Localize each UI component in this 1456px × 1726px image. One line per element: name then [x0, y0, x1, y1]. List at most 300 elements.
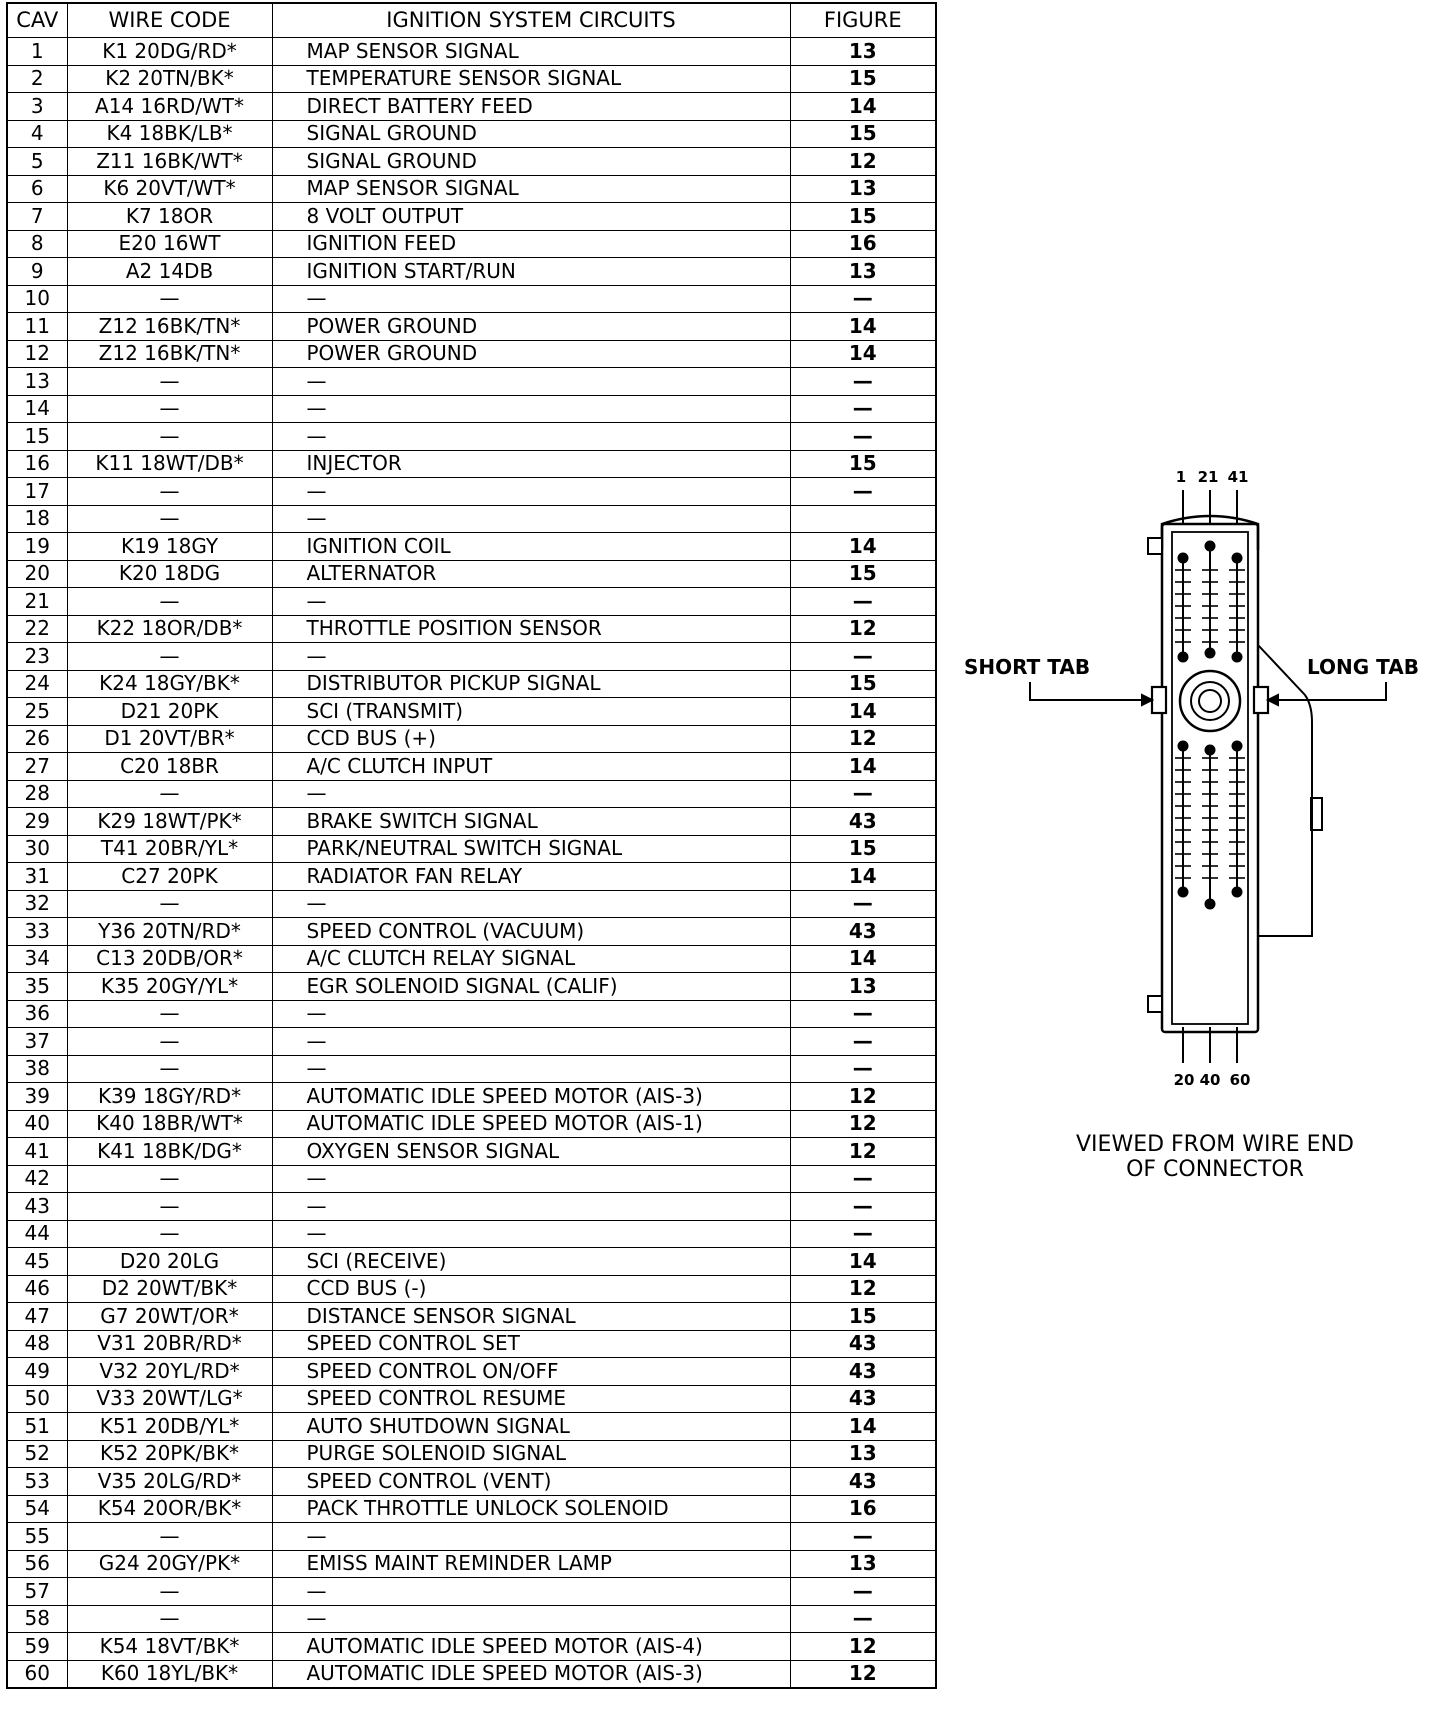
cavity-cell: 6 [7, 175, 67, 203]
table-row [7, 808, 936, 836]
table-row [7, 1083, 936, 1111]
circuit-cell: — [272, 478, 790, 506]
table-row [7, 93, 936, 121]
cavity-cell: 43 [7, 1193, 67, 1221]
cavity-cell: 55 [7, 1523, 67, 1551]
connector-diagram [950, 460, 1450, 1100]
wire-code-cell: K35 20GY/YL* [67, 973, 272, 1001]
table-row [7, 395, 936, 423]
table-row [7, 1385, 936, 1413]
wire-code-cell: K22 18OR/DB* [67, 615, 272, 643]
wire-code-cell: D20 20LG [67, 1248, 272, 1276]
circuit-cell: — [272, 1220, 790, 1248]
cavity-cell: 18 [7, 505, 67, 533]
circuit-cell: — [272, 1193, 790, 1221]
wire-code-cell: K39 18GY/RD* [67, 1083, 272, 1111]
circuit-cell: IGNITION COIL [272, 533, 790, 561]
circuit-cell: SPEED CONTROL SET [272, 1330, 790, 1358]
figure-cell: — [790, 643, 936, 671]
figure-cell: — [790, 588, 936, 616]
pinout-rows [7, 38, 936, 1689]
figure-cell: 14 [790, 945, 936, 973]
cavity-cell: 57 [7, 1578, 67, 1606]
callout-arrows [1030, 682, 1386, 705]
wire-code-cell: G7 20WT/OR* [67, 1303, 272, 1331]
circuit-cell: — [272, 1028, 790, 1056]
table-row [7, 1165, 936, 1193]
figure-cell: 12 [790, 1083, 936, 1111]
circuit-cell: — [272, 1523, 790, 1551]
cavity-cell: 22 [7, 615, 67, 643]
table-row [7, 560, 936, 588]
cavity-cell: 8 [7, 230, 67, 258]
figure-cell: — [790, 1000, 936, 1028]
circuit-cell: POWER GROUND [272, 313, 790, 341]
cavity-cell: 27 [7, 753, 67, 781]
circuit-cell: SPEED CONTROL (VACUUM) [272, 918, 790, 946]
figure-cell: — [790, 780, 936, 808]
circuit-cell: EMISS MAINT REMINDER LAMP [272, 1550, 790, 1578]
figure-cell: 43 [790, 808, 936, 836]
wire-code-cell: K2 20TN/BK* [67, 65, 272, 93]
wire-code-cell: — [67, 395, 272, 423]
table-row [7, 890, 936, 918]
circuit-cell: DISTRIBUTOR PICKUP SIGNAL [272, 670, 790, 698]
table-row [7, 1248, 936, 1276]
wire-code-cell: — [67, 505, 272, 533]
wire-code-cell: D2 20WT/BK* [67, 1275, 272, 1303]
cavity-cell: 16 [7, 450, 67, 478]
circuit-cell: AUTOMATIC IDLE SPEED MOTOR (AIS-3) [272, 1083, 790, 1111]
circuit-cell: SPEED CONTROL (VENT) [272, 1468, 790, 1496]
cavity-cell: 52 [7, 1440, 67, 1468]
table-row [7, 1275, 936, 1303]
wire-code-cell: — [67, 780, 272, 808]
wire-code-cell: K7 18OR [67, 203, 272, 231]
cavity-cell: 33 [7, 918, 67, 946]
cavity-cell: 24 [7, 670, 67, 698]
cavity-cell: 19 [7, 533, 67, 561]
wire-code-cell: — [67, 1055, 272, 1083]
circuit-cell: — [272, 285, 790, 313]
wire-code-cell: E20 16WT [67, 230, 272, 258]
wire-code-cell: K40 18BR/WT* [67, 1110, 272, 1138]
figure-cell: — [790, 1055, 936, 1083]
circuit-cell: SIGNAL GROUND [272, 148, 790, 176]
wire-code-cell: A2 14DB [67, 258, 272, 286]
figure-cell: 43 [790, 1358, 936, 1386]
circuit-cell: MAP SENSOR SIGNAL [272, 38, 790, 66]
wire-code-cell: K11 18WT/DB* [67, 450, 272, 478]
cavity-cell: 12 [7, 340, 67, 368]
cavity-cell: 49 [7, 1358, 67, 1386]
cavity-cell: 9 [7, 258, 67, 286]
figure-cell: 14 [790, 533, 936, 561]
wire-code-cell: V35 20LG/RD* [67, 1468, 272, 1496]
wire-code-cell: C27 20PK [67, 863, 272, 891]
circuit-cell: IGNITION START/RUN [272, 258, 790, 286]
table-row [7, 505, 936, 533]
cav-header: CAV [7, 3, 67, 38]
cavity-cell: 36 [7, 1000, 67, 1028]
circuit-cell: A/C CLUTCH INPUT [272, 753, 790, 781]
wire-code-cell: — [67, 423, 272, 451]
figure-cell: — [790, 368, 936, 396]
wire-code-cell: Z11 16BK/WT* [67, 148, 272, 176]
figure-cell: — [790, 1193, 936, 1221]
figure-cell: 14 [790, 698, 936, 726]
wire-code-cell: — [67, 285, 272, 313]
circuit-cell: SCI (TRANSMIT) [272, 698, 790, 726]
wire-code-cell: V32 20YL/RD* [67, 1358, 272, 1386]
cavity-cell: 41 [7, 1138, 67, 1166]
circuit-cell: A/C CLUTCH RELAY SIGNAL [272, 945, 790, 973]
wire-code-cell: Z12 16BK/TN* [67, 340, 272, 368]
cavity-cell: 51 [7, 1413, 67, 1441]
circuit-cell: PACK THROTTLE UNLOCK SOLENOID [272, 1495, 790, 1523]
wire-code-cell: V33 20WT/LG* [67, 1385, 272, 1413]
table-row [7, 1660, 936, 1688]
table-row [7, 863, 936, 891]
wire-code-cell: A14 16RD/WT* [67, 93, 272, 121]
table-row [7, 175, 936, 203]
wire-code-cell: K20 18DG [67, 560, 272, 588]
figure-cell: 12 [790, 725, 936, 753]
wire-code-cell: — [67, 643, 272, 671]
wire-code-cell: — [67, 368, 272, 396]
cavity-cell: 7 [7, 203, 67, 231]
cavity-cell: 38 [7, 1055, 67, 1083]
table-row [7, 1633, 936, 1661]
circuit-cell: AUTOMATIC IDLE SPEED MOTOR (AIS-3) [272, 1660, 790, 1688]
wire-code-cell: — [67, 1220, 272, 1248]
table-row [7, 1000, 936, 1028]
circuit-cell: — [272, 643, 790, 671]
cavity-cell: 29 [7, 808, 67, 836]
figure-cell: 15 [790, 203, 936, 231]
figure-cell: 15 [790, 670, 936, 698]
circuit-cell: POWER GROUND [272, 340, 790, 368]
cavity-cell: 60 [7, 1660, 67, 1688]
figure-cell: — [790, 478, 936, 506]
circuit-cell: CCD BUS (-) [272, 1275, 790, 1303]
circuit-cell: AUTO SHUTDOWN SIGNAL [272, 1413, 790, 1441]
cavity-cell: 44 [7, 1220, 67, 1248]
cavity-cell: 3 [7, 93, 67, 121]
circuit-cell: AUTOMATIC IDLE SPEED MOTOR (AIS-4) [272, 1633, 790, 1661]
table-row [7, 1468, 936, 1496]
circuit-cell: PARK/NEUTRAL SWITCH SIGNAL [272, 835, 790, 863]
cavity-cell: 23 [7, 643, 67, 671]
wire-code-cell: K41 18BK/DG* [67, 1138, 272, 1166]
circuit-header: IGNITION SYSTEM CIRCUITS [272, 3, 790, 38]
figure-cell: 13 [790, 258, 936, 286]
center-bolt [1180, 671, 1240, 731]
cavity-cell: 42 [7, 1165, 67, 1193]
diagram-caption [1040, 1132, 1390, 1182]
wire-code-cell: — [67, 478, 272, 506]
circuit-cell: SIGNAL GROUND [272, 120, 790, 148]
figure-cell: 14 [790, 1413, 936, 1441]
wire-code-header: WIRE CODE [67, 3, 272, 38]
cavity-cell: 53 [7, 1468, 67, 1496]
pin-label-1: 1 [1175, 468, 1187, 486]
wire-code-cell: — [67, 1605, 272, 1633]
table-row [7, 1550, 936, 1578]
circuit-cell: THROTTLE POSITION SENSOR [272, 615, 790, 643]
figure-cell: 15 [790, 560, 936, 588]
table-row [7, 1495, 936, 1523]
cavity-cell: 1 [7, 38, 67, 66]
wire-code-cell: K54 20OR/BK* [67, 1495, 272, 1523]
table-row [7, 65, 936, 93]
figure-cell: — [790, 1523, 936, 1551]
table-row [7, 1303, 936, 1331]
figure-cell: 12 [790, 1138, 936, 1166]
caption-line-1: VIEWED FROM WIRE END [1076, 1132, 1354, 1157]
table-row [7, 1138, 936, 1166]
figure-cell: 43 [790, 1330, 936, 1358]
wire-code-cell: T41 20BR/YL* [67, 835, 272, 863]
table-row [7, 450, 936, 478]
figure-cell: 13 [790, 1550, 936, 1578]
wire-code-cell: — [67, 890, 272, 918]
circuit-cell: — [272, 1578, 790, 1606]
cavity-cell: 28 [7, 780, 67, 808]
wire-code-cell: K51 20DB/YL* [67, 1413, 272, 1441]
table-row [7, 753, 936, 781]
figure-cell: 14 [790, 753, 936, 781]
short-tab-label: SHORT TAB [964, 655, 1091, 679]
figure-cell: 12 [790, 1110, 936, 1138]
pin-label-60: 60 [1229, 1071, 1251, 1089]
table-row [7, 368, 936, 396]
circuit-cell: IGNITION FEED [272, 230, 790, 258]
wire-code-cell: K24 18GY/BK* [67, 670, 272, 698]
table-row [7, 835, 936, 863]
circuit-cell: — [272, 505, 790, 533]
wire-code-cell: — [67, 1028, 272, 1056]
circuit-cell: — [272, 1000, 790, 1028]
cavity-cell: 32 [7, 890, 67, 918]
cavity-cell: 4 [7, 120, 67, 148]
wire-code-cell: K4 18BK/LB* [67, 120, 272, 148]
table-row [7, 1028, 936, 1056]
figure-cell: 12 [790, 615, 936, 643]
wire-code-cell: Z12 16BK/TN* [67, 313, 272, 341]
table-row [7, 1440, 936, 1468]
circuit-cell: MAP SENSOR SIGNAL [272, 175, 790, 203]
table-row [7, 1358, 936, 1386]
wire-code-cell: — [67, 1193, 272, 1221]
figure-cell: — [790, 1220, 936, 1248]
cavity-cell: 45 [7, 1248, 67, 1276]
cavity-cell: 17 [7, 478, 67, 506]
circuit-cell: DISTANCE SENSOR SIGNAL [272, 1303, 790, 1331]
figure-cell: — [790, 1578, 936, 1606]
wire-code-cell: K1 20DG/RD* [67, 38, 272, 66]
wire-code-cell: G24 20GY/PK* [67, 1550, 272, 1578]
figure-cell: — [790, 1028, 936, 1056]
figure-cell: — [790, 1165, 936, 1193]
circuit-cell: — [272, 1165, 790, 1193]
table-row [7, 615, 936, 643]
cavity-cell: 50 [7, 1385, 67, 1413]
figure-cell: 43 [790, 918, 936, 946]
table-row [7, 670, 936, 698]
figure-cell: 15 [790, 120, 936, 148]
figure-cell: 12 [790, 1275, 936, 1303]
figure-cell: 12 [790, 148, 936, 176]
circuit-cell: — [272, 588, 790, 616]
cavity-cell: 34 [7, 945, 67, 973]
table-row [7, 120, 936, 148]
figure-cell: 13 [790, 1440, 936, 1468]
table-row [7, 478, 936, 506]
table-row [7, 1605, 936, 1633]
circuit-cell: — [272, 395, 790, 423]
table-row [7, 1193, 936, 1221]
wire-code-cell: — [67, 1000, 272, 1028]
circuit-cell: CCD BUS (+) [272, 725, 790, 753]
table-row [7, 1110, 936, 1138]
table-row [7, 203, 936, 231]
figure-cell: 14 [790, 340, 936, 368]
cavity-cell: 48 [7, 1330, 67, 1358]
cavity-cell: 20 [7, 560, 67, 588]
cavity-cell: 21 [7, 588, 67, 616]
wire-code-cell: K54 18VT/BK* [67, 1633, 272, 1661]
cavity-cell: 13 [7, 368, 67, 396]
wire-code-cell: D1 20VT/BR* [67, 725, 272, 753]
cavity-cell: 59 [7, 1633, 67, 1661]
table-row [7, 643, 936, 671]
figure-cell: — [790, 285, 936, 313]
table-row [7, 973, 936, 1001]
wire-code-cell: — [67, 1578, 272, 1606]
cavity-cell: 35 [7, 973, 67, 1001]
table-row [7, 1523, 936, 1551]
figure-cell: 12 [790, 1633, 936, 1661]
table-row [7, 1578, 936, 1606]
circuit-cell: SPEED CONTROL ON/OFF [272, 1358, 790, 1386]
wire-code-cell: — [67, 1523, 272, 1551]
wire-code-cell: Y36 20TN/RD* [67, 918, 272, 946]
wire-code-cell: K6 20VT/WT* [67, 175, 272, 203]
table-row [7, 148, 936, 176]
cavity-cell: 39 [7, 1083, 67, 1111]
figure-cell: 15 [790, 65, 936, 93]
circuit-cell: DIRECT BATTERY FEED [272, 93, 790, 121]
table-header-row [7, 3, 936, 38]
figure-cell: — [790, 890, 936, 918]
wire-code-cell: D21 20PK [67, 698, 272, 726]
figure-cell: 14 [790, 863, 936, 891]
figure-cell: 14 [790, 93, 936, 121]
figure-cell: 15 [790, 1303, 936, 1331]
cavity-cell: 31 [7, 863, 67, 891]
circuit-cell: TEMPERATURE SENSOR SIGNAL [272, 65, 790, 93]
pin-label-21: 21 [1197, 468, 1219, 486]
figure-cell: 14 [790, 1248, 936, 1276]
figure-header: FIGURE [790, 3, 936, 38]
cavity-cell: 54 [7, 1495, 67, 1523]
figure-cell: 13 [790, 973, 936, 1001]
cavity-cell: 56 [7, 1550, 67, 1578]
circuit-cell: — [272, 368, 790, 396]
table-row [7, 423, 936, 451]
circuit-cell: BRAKE SWITCH SIGNAL [272, 808, 790, 836]
figure-cell: 43 [790, 1468, 936, 1496]
cavity-cell: 5 [7, 148, 67, 176]
figure-cell: 13 [790, 175, 936, 203]
table-row [7, 945, 936, 973]
circuit-cell: — [272, 1055, 790, 1083]
circuit-cell: AUTOMATIC IDLE SPEED MOTOR (AIS-1) [272, 1110, 790, 1138]
side-clips [1148, 538, 1322, 1012]
cavity-cell: 10 [7, 285, 67, 313]
wire-code-cell: C20 18BR [67, 753, 272, 781]
cavity-cell: 11 [7, 313, 67, 341]
figure-cell: — [790, 395, 936, 423]
circuit-cell: INJECTOR [272, 450, 790, 478]
table-row [7, 698, 936, 726]
table-row [7, 285, 936, 313]
table-row [7, 1220, 936, 1248]
table-row [7, 258, 936, 286]
wire-code-cell: K29 18WT/PK* [67, 808, 272, 836]
cavity-cell: 15 [7, 423, 67, 451]
circuit-cell: PURGE SOLENOID SIGNAL [272, 1440, 790, 1468]
table-row [7, 780, 936, 808]
wire-code-cell: K19 18GY [67, 533, 272, 561]
cavity-cell: 46 [7, 1275, 67, 1303]
cavity-cell: 58 [7, 1605, 67, 1633]
circuit-cell: — [272, 423, 790, 451]
cavity-cell: 40 [7, 1110, 67, 1138]
table-row [7, 1055, 936, 1083]
circuit-cell: — [272, 780, 790, 808]
wire-code-cell: C13 20DB/OR* [67, 945, 272, 973]
circuit-cell: RADIATOR FAN RELAY [272, 863, 790, 891]
pin-label-20: 20 [1173, 1071, 1195, 1089]
figure-cell: — [790, 1605, 936, 1633]
table-row [7, 588, 936, 616]
table-row [7, 918, 936, 946]
figure-cell: 15 [790, 835, 936, 863]
figure-cell [790, 505, 936, 533]
table-row [7, 38, 936, 66]
cavity-cell: 26 [7, 725, 67, 753]
circuit-cell: — [272, 1605, 790, 1633]
figure-cell: 15 [790, 450, 936, 478]
table-row [7, 313, 936, 341]
cavity-cell: 30 [7, 835, 67, 863]
circuit-cell: SPEED CONTROL RESUME [272, 1385, 790, 1413]
caption-line-2: OF CONNECTOR [1126, 1157, 1304, 1182]
circuit-cell: 8 VOLT OUTPUT [272, 203, 790, 231]
wire-code-cell: K60 18YL/BK* [67, 1660, 272, 1688]
table-row [7, 230, 936, 258]
table-row [7, 340, 936, 368]
table-row [7, 1413, 936, 1441]
circuit-cell: SCI (RECEIVE) [272, 1248, 790, 1276]
figure-cell: 13 [790, 38, 936, 66]
cavity-cell: 37 [7, 1028, 67, 1056]
table-row [7, 533, 936, 561]
circuit-cell: — [272, 890, 790, 918]
figure-cell: 43 [790, 1385, 936, 1413]
